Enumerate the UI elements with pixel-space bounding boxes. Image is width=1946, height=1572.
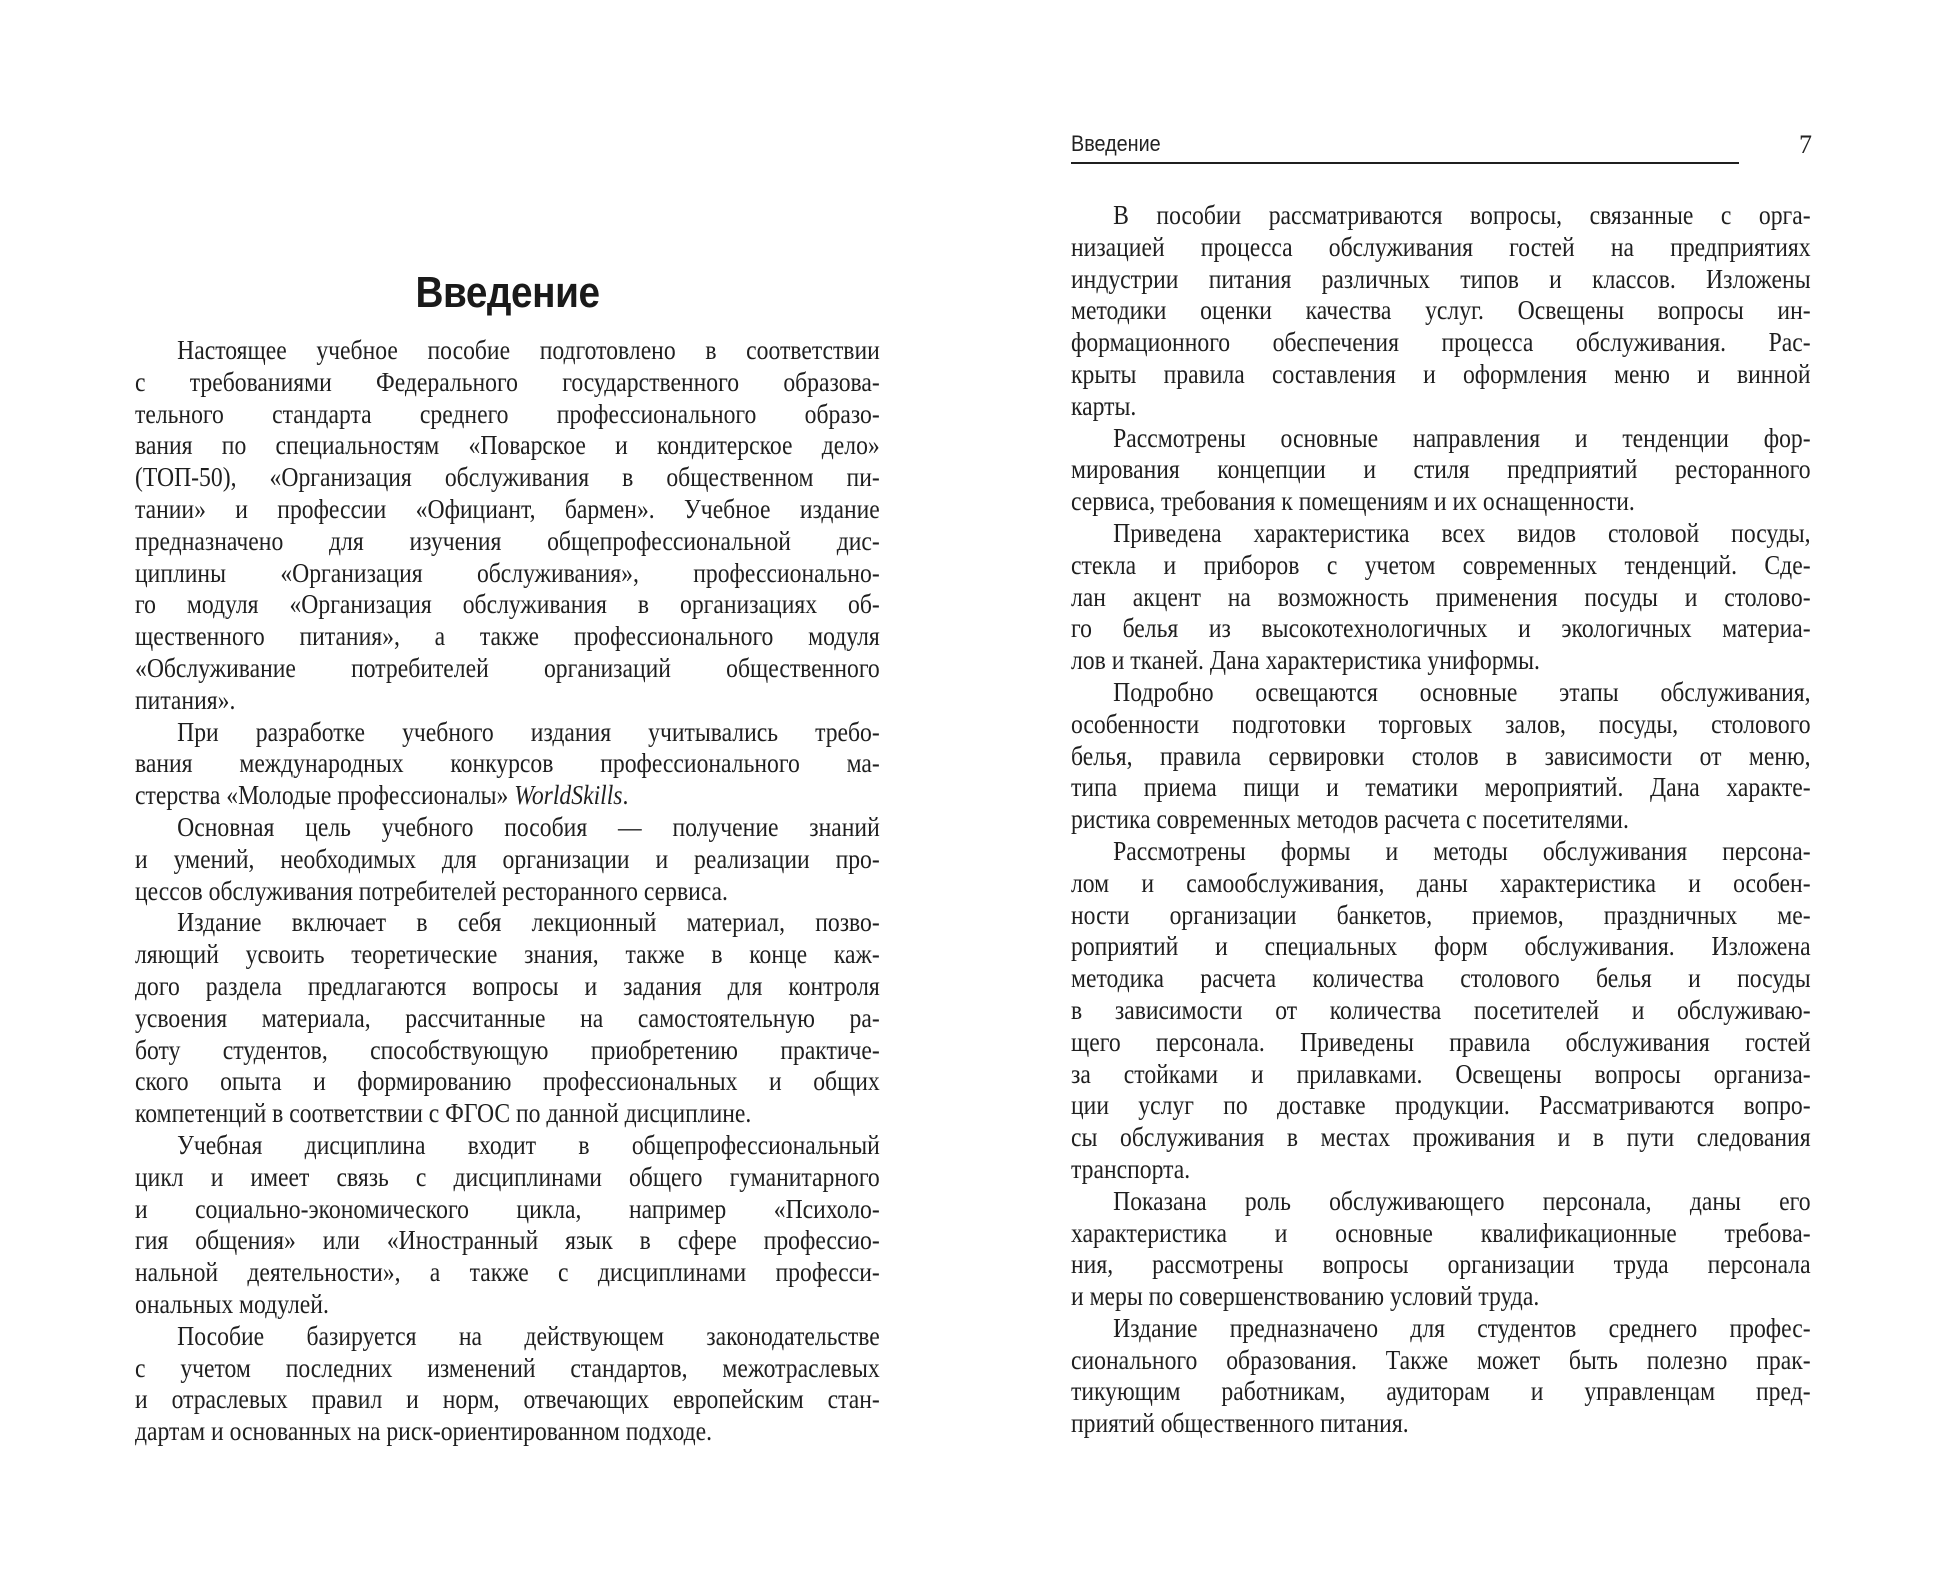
text-line bbox=[1071, 231, 1811, 263]
text-line-content bbox=[1071, 803, 1811, 835]
text-line bbox=[1071, 1312, 1811, 1344]
text-line-text: усвоения материала, рассчитанные на самостоятельную ра- bbox=[135, 1001, 880, 1033]
text-line-text: сионального образования. Также может быть полезно прак- bbox=[1071, 1343, 1811, 1375]
text-line-content bbox=[135, 906, 880, 938]
text-line bbox=[1071, 453, 1811, 485]
running-head-title: Введение bbox=[1071, 131, 1161, 156]
text-line-content bbox=[1071, 1248, 1811, 1280]
paragraph bbox=[1071, 517, 1811, 676]
text-line-text: компетенций в соответствии с ФГОС по данной дисциплине. bbox=[135, 1097, 752, 1129]
text-line bbox=[135, 461, 880, 493]
text-line-content bbox=[135, 1034, 880, 1066]
text-line-content bbox=[1071, 676, 1811, 708]
text-line-content bbox=[1071, 1089, 1811, 1121]
text-line-text: гия общения» или «Иностранный язык в сфере профессио- bbox=[135, 1224, 880, 1256]
text-line bbox=[1071, 549, 1811, 581]
text-line-text: Основная цель учебного пособия — получение знаний bbox=[177, 810, 880, 842]
text-line-text: низацией процесса обслуживания гостей на предприятиях bbox=[1071, 230, 1811, 262]
text-line bbox=[135, 1320, 880, 1352]
right-page bbox=[973, 0, 1946, 1572]
text-line-text: Настоящее учебное пособие подготовлено в соответствии bbox=[177, 334, 880, 365]
text-line-text: тании» и профессии «Официант, бармен». Учебное издание bbox=[135, 492, 880, 524]
text-line-text: питания». bbox=[135, 683, 236, 715]
text-line-text: Пособие базируется на действующем законодательстве bbox=[177, 1319, 880, 1351]
text-line-content bbox=[135, 588, 880, 620]
text-line bbox=[1071, 803, 1811, 835]
text-line-text: тикующим работникам, аудиторам и управленцам пред- bbox=[1071, 1375, 1811, 1407]
text-line-content bbox=[1071, 835, 1811, 867]
text-line-text: белья, правила сервировки столов в зависимости от меню, bbox=[1071, 739, 1811, 771]
text-line bbox=[135, 938, 880, 970]
text-line bbox=[1071, 1280, 1811, 1312]
text-line-content bbox=[135, 1288, 880, 1320]
text-line-text: и отраслевых правил и норм, отвечающих европейским стан- bbox=[135, 1383, 880, 1415]
text-line-text: сы обслуживания в местах проживания и в пути следования bbox=[1071, 1121, 1811, 1153]
text-line bbox=[1071, 612, 1811, 644]
text-line bbox=[135, 1065, 880, 1097]
text-line bbox=[135, 1288, 880, 1320]
text-line bbox=[1071, 1153, 1811, 1185]
text-line bbox=[1071, 740, 1811, 772]
text-line bbox=[135, 366, 880, 398]
text-line-text: тельного стандарта среднего профессионального образо- bbox=[135, 397, 880, 429]
text-line-content bbox=[1071, 1026, 1811, 1058]
text-line-content bbox=[135, 938, 880, 970]
text-line bbox=[1071, 1217, 1811, 1249]
paragraph bbox=[135, 906, 880, 1129]
text-line-content bbox=[1071, 708, 1811, 740]
text-line bbox=[1071, 1058, 1811, 1090]
text-line-content bbox=[135, 716, 880, 748]
text-line-content bbox=[135, 1002, 880, 1034]
text-line-content bbox=[135, 875, 880, 907]
text-line-content bbox=[135, 620, 880, 652]
text-line-content bbox=[1071, 644, 1811, 676]
text-line-content bbox=[1071, 422, 1811, 454]
text-line bbox=[135, 620, 880, 652]
text-line bbox=[1071, 962, 1811, 994]
text-line bbox=[1071, 485, 1811, 517]
text-line bbox=[1071, 930, 1811, 962]
paragraph bbox=[1071, 835, 1811, 1185]
text-line bbox=[1071, 1121, 1811, 1153]
text-line bbox=[135, 334, 880, 366]
text-line-text: Приведена характеристика всех видов столовой посуды, bbox=[1113, 516, 1811, 548]
text-line bbox=[135, 1002, 880, 1034]
text-line-content bbox=[1071, 867, 1811, 899]
text-line-content bbox=[1071, 517, 1811, 549]
text-line-text: ского опыта и формированию профессиональных и общих bbox=[135, 1065, 880, 1097]
text-line bbox=[135, 906, 880, 938]
text-line bbox=[135, 779, 880, 811]
text-line-content bbox=[1071, 962, 1811, 994]
paragraph bbox=[135, 1320, 880, 1447]
text-line-text: ляющий усвоить теоретические знания, также в конце каж- bbox=[135, 938, 880, 970]
text-line bbox=[135, 716, 880, 748]
text-line bbox=[135, 1383, 880, 1415]
text-line-content bbox=[135, 779, 880, 811]
text-line-content bbox=[135, 1320, 880, 1352]
text-line bbox=[135, 811, 880, 843]
paragraph bbox=[1071, 1312, 1811, 1439]
text-line bbox=[1071, 1344, 1811, 1376]
paragraph bbox=[135, 1129, 880, 1320]
text-line-text: транспорта. bbox=[1071, 1152, 1191, 1184]
text-line-content bbox=[135, 684, 880, 716]
text-line-content bbox=[135, 1383, 880, 1415]
text-line bbox=[1071, 899, 1811, 931]
text-line-content bbox=[135, 1224, 880, 1256]
text-line bbox=[135, 1097, 880, 1129]
text-line bbox=[135, 684, 880, 716]
text-line-content bbox=[135, 461, 880, 493]
text-line-text: роприятий и специальных форм обслуживания. Изложена bbox=[1071, 930, 1811, 962]
text-line-text: приятий общественного питания. bbox=[1071, 1407, 1409, 1439]
text-line bbox=[135, 1352, 880, 1384]
text-line-text: и меры по совершенствованию условий труда. bbox=[1071, 1280, 1540, 1312]
text-line-text: дартам и основанных на риск-ориентированном подходе. bbox=[135, 1415, 713, 1447]
text-line bbox=[1071, 263, 1811, 295]
text-line-content bbox=[1071, 1121, 1811, 1153]
text-line-text: го модуля «Организация обслуживания в организациях об- bbox=[135, 588, 880, 620]
paragraph bbox=[1071, 422, 1811, 517]
text-line-text: лом и самообслуживания, даны характеристика и особен- bbox=[1071, 866, 1811, 898]
text-line bbox=[135, 1129, 880, 1161]
text-line-text: карты. bbox=[1071, 389, 1137, 421]
text-line-content bbox=[135, 366, 880, 398]
text-line-text: «Обслуживание потребителей организаций общественного bbox=[135, 651, 880, 683]
text-line-text: вания по специальностям «Поварское и кондитерское дело» bbox=[135, 429, 880, 461]
text-line-content bbox=[135, 398, 880, 430]
text-line-text: лов и тканей. Дана характеристика униформы. bbox=[1071, 644, 1540, 676]
text-line-content bbox=[1071, 994, 1811, 1026]
text-line-content bbox=[1071, 1407, 1811, 1439]
text-line-content bbox=[1071, 1375, 1811, 1407]
text-line-text: методики оценки качества услуг. Освещены вопросы ин- bbox=[1071, 294, 1811, 326]
text-line-content bbox=[1071, 231, 1811, 263]
text-line-content bbox=[1071, 453, 1811, 485]
text-line-text: методика расчета количества столового белья и посуды bbox=[1071, 962, 1811, 994]
text-line-text: ристика современных методов расчета с посетителями. bbox=[1071, 803, 1629, 835]
text-line-text: и умений, необходимых для организации и реализации про- bbox=[135, 842, 880, 874]
text-line bbox=[1071, 867, 1811, 899]
text-line-text: Рассмотрены основные направления и тенденции фор- bbox=[1113, 421, 1811, 453]
text-line-content bbox=[1071, 485, 1811, 517]
text-line bbox=[135, 747, 880, 779]
page-number: 7 bbox=[1799, 130, 1812, 159]
text-line-content bbox=[135, 747, 880, 779]
text-line bbox=[1071, 422, 1811, 454]
paragraph bbox=[1071, 199, 1811, 422]
text-line-text: го белья из высокотехнологичных и экологичных материа- bbox=[1071, 612, 1811, 644]
text-line bbox=[135, 398, 880, 430]
text-line bbox=[1071, 1248, 1811, 1280]
text-line bbox=[1071, 1185, 1811, 1217]
text-line-content bbox=[135, 429, 880, 461]
text-line-content bbox=[1071, 1217, 1811, 1249]
text-line bbox=[1071, 1026, 1811, 1058]
text-line-content bbox=[135, 652, 880, 684]
text-line bbox=[135, 429, 880, 461]
paragraph bbox=[1071, 1185, 1811, 1312]
punctuation: . bbox=[622, 779, 629, 811]
text-line-text: индустрии питания различных типов и классов. Изложены bbox=[1071, 262, 1811, 294]
text-line bbox=[1071, 199, 1811, 231]
text-line bbox=[1071, 358, 1811, 390]
text-line-text: Подробно освещаются основные этапы обслуживания, bbox=[1113, 675, 1811, 707]
text-line-text: циплины «Организация обслуживания», профессионально- bbox=[135, 556, 880, 588]
text-line bbox=[135, 1415, 880, 1447]
text-line-text: Показана роль обслуживающего персонала, даны его bbox=[1113, 1184, 1811, 1216]
text-line-text: формационного обеспечения процесса обслуживания. Рас- bbox=[1071, 326, 1811, 358]
text-line bbox=[1071, 390, 1811, 422]
text-line bbox=[1071, 835, 1811, 867]
text-line-text: с учетом последних изменений стандартов, межотраслевых bbox=[135, 1351, 880, 1383]
text-line-text: Учебная дисциплина входит в общепрофессиональный bbox=[177, 1128, 880, 1160]
text-line-text: ональных модулей. bbox=[135, 1287, 329, 1319]
text-line-text: В пособии рассматриваются вопросы, связанные с орга- bbox=[1113, 199, 1811, 230]
text-line-content bbox=[135, 1415, 880, 1447]
text-line-content bbox=[1071, 1153, 1811, 1185]
text-line bbox=[1071, 676, 1811, 708]
text-line-content bbox=[1071, 1344, 1811, 1376]
text-line-content bbox=[135, 1129, 880, 1161]
text-line-text: Рассмотрены формы и методы обслуживания персона- bbox=[1113, 834, 1811, 866]
text-line bbox=[135, 493, 880, 525]
text-line bbox=[1071, 771, 1811, 803]
text-line-content bbox=[135, 1097, 880, 1129]
text-line-content bbox=[1071, 740, 1811, 772]
text-line-content bbox=[135, 970, 880, 1002]
paragraph bbox=[1071, 676, 1811, 835]
text-line-content bbox=[1071, 1058, 1811, 1090]
text-line-text: с требованиями Федерального государственного образова- bbox=[135, 365, 880, 397]
text-line-text: мирования концепции и стиля предприятий ресторанного bbox=[1071, 453, 1811, 485]
left-page-body bbox=[135, 334, 880, 1447]
text-line-content bbox=[135, 493, 880, 525]
text-line-text: сервиса, требования к помещениям и их оснащенности. bbox=[1071, 485, 1635, 517]
text-line bbox=[135, 1224, 880, 1256]
text-line-text: типа приема пищи и тематики мероприятий. Дана характе- bbox=[1071, 771, 1811, 803]
paragraph bbox=[135, 334, 880, 716]
text-line bbox=[135, 652, 880, 684]
text-line bbox=[135, 1256, 880, 1288]
paragraph bbox=[135, 716, 880, 811]
text-line bbox=[135, 1034, 880, 1066]
text-line-text: лан акцент на возможность применения посуды и столово- bbox=[1071, 580, 1811, 612]
text-line-text: При разработке учебного издания учитывались требо- bbox=[177, 715, 880, 747]
text-line bbox=[1071, 326, 1811, 358]
text-line bbox=[1071, 644, 1811, 676]
text-line-content bbox=[1071, 1280, 1811, 1312]
running-head bbox=[1071, 128, 1739, 164]
text-line-content bbox=[1071, 1312, 1811, 1344]
text-line-content bbox=[1071, 771, 1811, 803]
text-line bbox=[135, 1193, 880, 1225]
text-line-content bbox=[135, 843, 880, 875]
text-line-content bbox=[135, 1065, 880, 1097]
text-line-content bbox=[1071, 612, 1811, 644]
text-line-text: щественного питания», а также профессионального модуля bbox=[135, 620, 880, 652]
text-line-content bbox=[135, 334, 880, 366]
text-line-content bbox=[135, 1352, 880, 1384]
text-line-content bbox=[1071, 581, 1811, 613]
text-line-text: особенности подготовки торговых залов, посуды, столового bbox=[1071, 707, 1811, 739]
text-line-text: Издание включает в себя лекционный материал, позво- bbox=[177, 906, 880, 938]
italic-term: WorldSkills bbox=[514, 779, 623, 811]
text-line bbox=[1071, 1089, 1811, 1121]
text-line-text: и социально-экономического цикла, например «Психоло- bbox=[135, 1192, 880, 1224]
text-line bbox=[1071, 517, 1811, 549]
text-line-content bbox=[135, 1161, 880, 1193]
text-line-text: вания международных конкурсов профессионального ма- bbox=[135, 747, 880, 779]
text-line bbox=[135, 843, 880, 875]
text-line bbox=[135, 970, 880, 1002]
text-line-content bbox=[1071, 358, 1811, 390]
text-line-text: ности организации банкетов, приемов, праздничных ме- bbox=[1071, 898, 1811, 930]
text-line-content bbox=[1071, 263, 1811, 295]
text-line-text: стекла и приборов с учетом современных тенденций. Сде- bbox=[1071, 548, 1811, 580]
text-line-text: предназначено для изучения общепрофессиональной дис- bbox=[135, 524, 880, 556]
text-line-text: нальной деятельности», а также с дисциплинами професси- bbox=[135, 1256, 880, 1288]
text-line-text: цессов обслуживания потребителей ресторанного сервиса. bbox=[135, 874, 728, 906]
text-line bbox=[1071, 1375, 1811, 1407]
text-line bbox=[1071, 1407, 1811, 1439]
text-line-content bbox=[1071, 899, 1811, 931]
text-line-text: ции услуг по доставке продукции. Рассматриваются вопро- bbox=[1071, 1089, 1811, 1121]
text-line-text: щего персонала. Приведены правила обслуживания гостей bbox=[1071, 1025, 1811, 1057]
text-line-content bbox=[135, 525, 880, 557]
text-line bbox=[135, 525, 880, 557]
text-line bbox=[135, 588, 880, 620]
text-line-text: боту студентов, способствующую приобретению практиче- bbox=[135, 1033, 880, 1065]
text-line bbox=[1071, 294, 1811, 326]
text-line bbox=[135, 875, 880, 907]
chapter-title: Введение bbox=[415, 268, 600, 318]
text-line bbox=[135, 1161, 880, 1193]
text-line-content bbox=[1071, 930, 1811, 962]
text-line-content bbox=[1071, 1185, 1811, 1217]
text-line-text: (ТОП-50), «Организация обслуживания в общественном пи- bbox=[135, 461, 880, 493]
text-line-text: за стойками и прилавками. Освещены вопросы организа- bbox=[1071, 1057, 1811, 1089]
text-line bbox=[1071, 581, 1811, 613]
text-line-content bbox=[1071, 390, 1811, 422]
text-line bbox=[1071, 708, 1811, 740]
text-line-text: Издание предназначено для студентов среднего профес- bbox=[1113, 1311, 1811, 1343]
text-line-content bbox=[135, 557, 880, 589]
text-line-content bbox=[1071, 199, 1811, 231]
text-line-content bbox=[135, 811, 880, 843]
text-line-text: дого раздела предлагаются вопросы и задания для контроля bbox=[135, 969, 880, 1001]
text-line-text: в зависимости от количества посетителей и обслуживаю- bbox=[1071, 993, 1811, 1025]
text-line-text: характеристика и основные квалификационные требова- bbox=[1071, 1216, 1811, 1248]
text-line-text: цикл и имеет связь с дисциплинами общего гуманитарного bbox=[135, 1160, 880, 1192]
text-line-content bbox=[1071, 294, 1811, 326]
text-line-content bbox=[1071, 326, 1811, 358]
text-line-text: ния, рассмотрены вопросы организации труда персонала bbox=[1071, 1248, 1811, 1280]
text-line bbox=[135, 557, 880, 589]
text-line-content bbox=[135, 1193, 880, 1225]
text-line-content bbox=[135, 1256, 880, 1288]
text-line-text: стерства «Молодые профессионалы» bbox=[135, 779, 515, 811]
text-line-text: крыты правила составления и оформления меню и винной bbox=[1071, 357, 1811, 389]
text-line-content bbox=[1071, 549, 1811, 581]
right-page-body bbox=[1071, 199, 1811, 1439]
text-line bbox=[1071, 994, 1811, 1026]
paragraph bbox=[135, 811, 880, 906]
